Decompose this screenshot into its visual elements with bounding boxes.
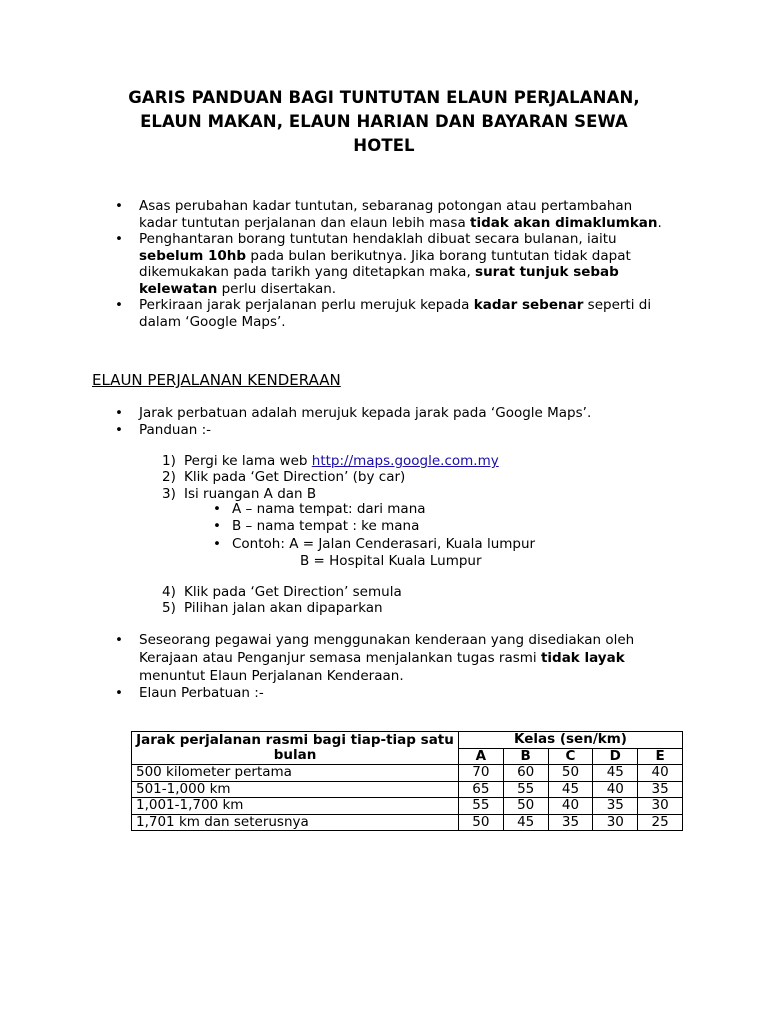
table-header-class-a: A — [459, 748, 504, 765]
table-cell-label: 1,001-1,700 km — [132, 798, 459, 815]
table-cell-value: 60 — [503, 765, 548, 782]
table-cell-label: 501-1,000 km — [132, 781, 459, 798]
table-cell-value: 50 — [503, 798, 548, 815]
section-bullet-1: • Jarak perbatuan adalah merujuk kepada jarak pada ‘Google Maps’. — [115, 405, 592, 421]
table-cell-value: 35 — [638, 781, 683, 798]
section-bullet-2: • Panduan :- — [115, 421, 212, 438]
table-cell-value: 40 — [638, 765, 683, 782]
bullet-icon: • — [115, 198, 123, 214]
table-header-class-group: Kelas (sen/km) — [459, 732, 683, 749]
bullet-icon: • — [213, 536, 221, 552]
sub-bullet-3: • Contoh: A = Jalan Cenderasari, Kuala lumpur — [213, 536, 536, 552]
table-cell-value: 35 — [548, 814, 593, 831]
table-cell-value: 35 — [593, 798, 638, 815]
intro-bullet-list — [113, 198, 673, 330]
table-cell-value: 45 — [593, 765, 638, 782]
step-5: 5) Pilihan jalan akan dipaparkan — [162, 600, 383, 617]
intro-bullet-2: • Penghantaran borang tuntutan hendaklah dibuat secara bulanan, iaitu sebelum 10hb pada bulan berikutnya. Jika borang tuntutan tidak dapat dikemukakan pada tarikh yang ditetapkan maka, surat tunjuk sebab kelewatan perlu disertakan. — [115, 231, 631, 297]
sub-bullet-list — [213, 501, 535, 570]
table-cell-label: 500 kilometer pertama — [132, 765, 459, 782]
after-bullet-2: • Elaun Perbatuan :- — [115, 685, 264, 701]
bullet-icon: • — [213, 501, 221, 517]
google-maps-link[interactable]: http://maps.google.com.my — [311, 453, 499, 469]
table-cell-value: 40 — [548, 798, 593, 815]
sub-bullet-continuation: B = Hospital Kuala Lumpur — [300, 553, 482, 569]
table-cell-value: 45 — [503, 814, 548, 831]
table-row — [132, 781, 683, 798]
bullet-icon: • — [115, 231, 123, 247]
bullet-icon: • — [115, 632, 123, 648]
step-3: 3) Isi ruangan A dan B — [162, 485, 317, 502]
bullet-icon: • — [213, 518, 221, 534]
table-header-class-b: B — [503, 748, 548, 765]
title-line-3: HOTEL — [353, 136, 415, 155]
table-cell-value: 45 — [548, 781, 593, 798]
steps-list-a — [162, 453, 662, 502]
section-heading: ELAUN PERJALANAN KENDERAAN — [92, 371, 341, 389]
table-cell-label: 1,701 km dan seterusnya — [132, 814, 459, 831]
after-bullet-list — [113, 631, 673, 702]
table-cell-value: 50 — [548, 765, 593, 782]
step-4: 4) Klik pada ‘Get Direction’ semula — [162, 584, 402, 600]
bullet-icon: • — [115, 405, 123, 421]
table-cell-value: 65 — [459, 781, 504, 798]
intro-bullet-3: • Perkiraan jarak perjalanan perlu merujuk kepada kadar sebenar seperti di dalam ‘Google Maps’. — [115, 297, 652, 330]
table-header-class-d: D — [593, 748, 638, 765]
table-header-class-c: C — [548, 748, 593, 765]
table-header-class-e: E — [638, 748, 683, 765]
table-cell-value: 55 — [503, 781, 548, 798]
table-cell-value: 30 — [638, 798, 683, 815]
after-bullet-1: • Seseorang pegawai yang menggunakan kenderaan yang disediakan oleh Kerajaan atau Penganjur semasa menjalankan tugas rasmi tidak layak menuntut Elaun Perjalanan Kenderaan. — [115, 632, 635, 684]
bullet-icon: • — [115, 297, 123, 313]
document-title — [80, 86, 688, 158]
sub-bullet-1: • A – nama tempat: dari mana — [213, 501, 426, 517]
table-cell-value: 50 — [459, 814, 504, 831]
table-cell-value: 30 — [593, 814, 638, 831]
title-line-1: GARIS PANDUAN BAGI TUNTUTAN ELAUN PERJALANAN, — [128, 88, 640, 107]
title-line-2: ELAUN MAKAN, ELAUN HARIAN DAN BAYARAN SEWA — [140, 112, 628, 131]
table-row — [132, 814, 683, 831]
sub-bullet-2: • B – nama tempat : ke mana — [213, 518, 420, 534]
step-2: 2) Klik pada ‘Get Direction’ (by car) — [162, 469, 406, 486]
table-cell-value: 55 — [459, 798, 504, 815]
table-cell-value: 70 — [459, 765, 504, 782]
table-row — [132, 798, 683, 815]
intro-bullet-1: • Asas perubahan kadar tuntutan, sebaranag potongan atau pertambahan kadar tuntutan perjalanan dan elaun lebih masa tidak akan dimaklumkan. — [115, 198, 662, 231]
steps-list-b — [162, 584, 662, 617]
bullet-icon: • — [115, 421, 123, 438]
bullet-icon: • — [115, 685, 123, 701]
table-header-distance: Jarak perjalanan rasmi bagi tiap-tiap satu bulan — [132, 732, 459, 765]
table-cell-value: 40 — [593, 781, 638, 798]
section-bullet-list — [113, 405, 673, 438]
table-cell-value: 25 — [638, 814, 683, 831]
table-row — [132, 765, 683, 782]
mileage-rate-table — [131, 731, 683, 831]
step-1: 1) Pergi ke lama web http://maps.google.com.my — [162, 453, 499, 469]
